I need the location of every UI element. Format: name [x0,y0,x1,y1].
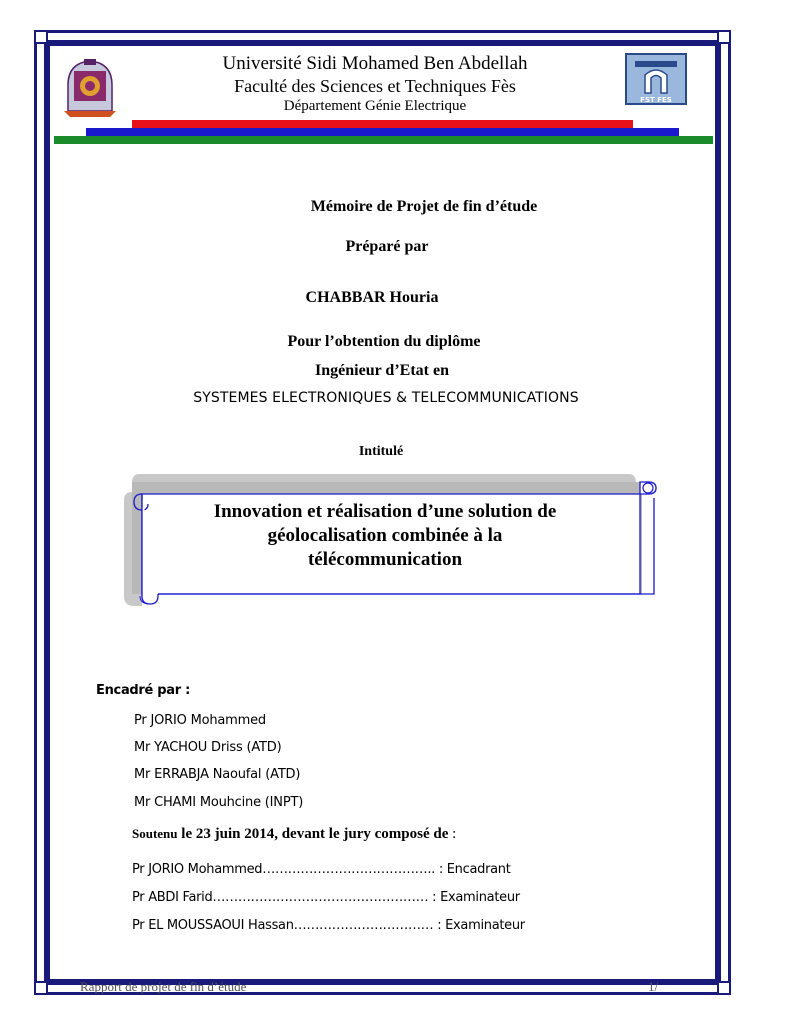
memoire-label: Mémoire de Projet de fin d’étude [310,198,538,215]
diploma-name: Ingénieur d’Etat en [315,362,449,379]
project-title-line: géolocalisation combinée à la [267,525,503,546]
header-bar-red [132,120,633,128]
diploma-purpose: Pour l’obtention du diplôme [287,333,481,350]
faculty-name: Faculté des Sciences et Techniques Fès [234,76,516,96]
defense-prefix: Soutenu [132,826,178,841]
supervisor-item: Mr ERRABJA Naoufal (ATD) [134,767,301,782]
defense-text: le 23 juin 2014, devant le jury composé de [177,826,449,842]
header-bar-green [54,136,713,144]
corner-ornament [717,30,731,44]
defense-suffix: : [448,826,457,842]
jury-member: Pr JORIO Mohammed………………………………….. : Encadrant [132,862,511,877]
faculty-logo-text: FST FES [640,96,672,104]
supervised-by-label: Encadré par : [96,683,190,698]
intitule-label: Intitulé [358,444,404,459]
corner-ornament [34,30,48,44]
corner-ornament [34,981,48,995]
university-name: Université Sidi Mohamed Ben Abdellah [222,53,528,74]
footer-text: Rapport de projet de fin d’étude [80,979,247,994]
project-title-line: télécommunication [307,549,463,570]
supervisor-item: Pr JORIO Mohammed [134,713,266,728]
corner-ornament [717,981,731,995]
faculty-logo [625,53,687,105]
jury-member: Pr ABDI Farid…………………………………………… : Examinateur [132,890,520,905]
project-title-line: Innovation et réalisation d’une solution de [213,501,557,522]
supervisor-item: Mr CHAMI Mouhcine (INPT) [134,795,304,810]
specialization: SYSTEMES ELECTRONIQUES & TELECOMMUNICATIONS [193,390,579,406]
department-name: Département Génie Electrique [283,98,467,114]
jury-member: Pr EL MOUSSAOUI Hassan…………………………… : Examinateur [132,918,525,933]
footer-page-number: 1/ [648,979,659,994]
defense-statement [132,826,456,843]
project-title [150,500,620,572]
supervisor-item: Mr YACHOU Driss (ATD) [134,740,282,755]
author-name: CHABBAR Houria [305,289,439,306]
university-logo [60,55,120,117]
prepare-par-label: Préparé par [345,238,429,255]
header-bar-blue [86,128,679,136]
